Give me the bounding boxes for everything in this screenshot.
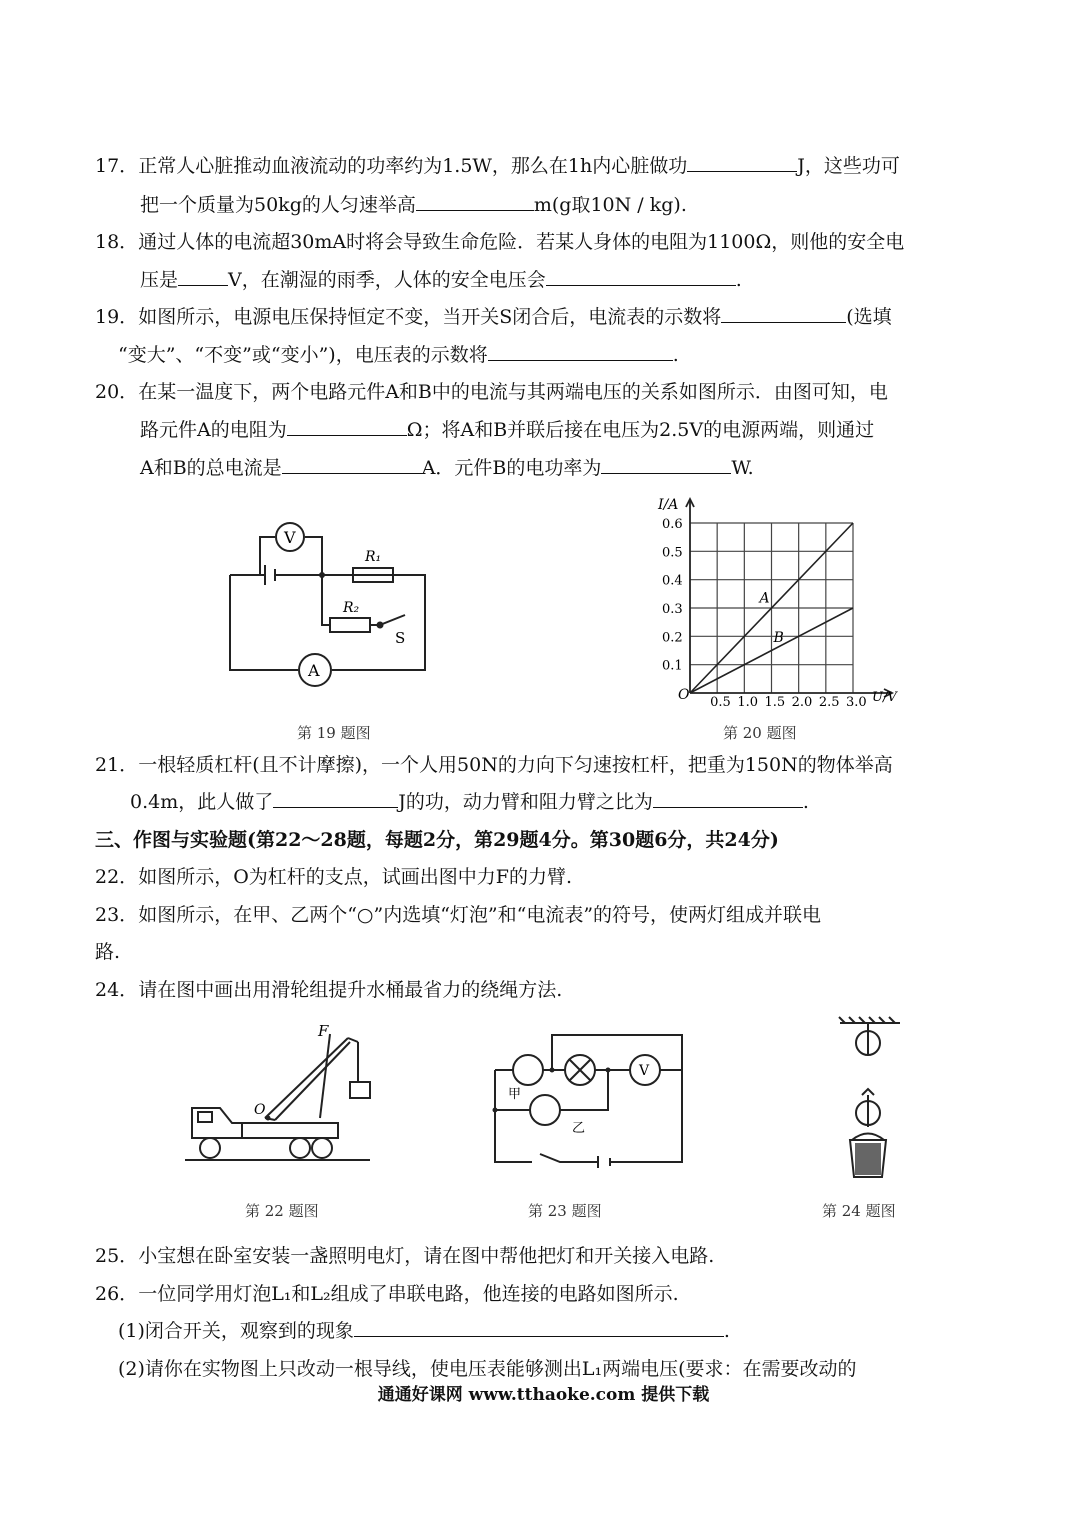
fig19-ammeter-label: A (308, 661, 320, 680)
q21-text-d: . (802, 791, 809, 813)
q21-number: 21． (95, 754, 139, 776)
q18-line1 (95, 229, 904, 255)
q26-text-a: 一位同学用灯泡L₁和L₂组成了串联电路，他连接的电路如图所示. (138, 1283, 679, 1305)
q23-line2 (95, 939, 120, 965)
q19-text-c: “变大”、“不变”或“变小”)，电压表的示数将 (118, 344, 488, 366)
q24-text: 请在图中画出用滑轮组提升水桶最省力的绕绳方法. (138, 979, 563, 1001)
fig19-switch-label: S (395, 629, 406, 647)
q25-line (95, 1243, 714, 1269)
q20-blank-1[interactable] (287, 417, 407, 436)
q20-text-d: A和B的总电流是 (140, 457, 282, 479)
page-footer: 通通好课网 www.tthaoke.com 提供下载 (377, 1385, 710, 1405)
fig19-r1-label: R₁ (365, 549, 382, 565)
q19-blank-1[interactable] (721, 304, 846, 323)
q19-line1 (95, 304, 892, 330)
fig19-circuit (220, 515, 440, 695)
q17-text-a: 正常人心脏推动血液流动的功率约为1.5W，那么在1h内心脏做功 (138, 155, 688, 177)
fig22-caption: 第 22 题图 (245, 1202, 319, 1220)
q23-line1 (95, 902, 821, 928)
fig20-xtick-0: 0.5 (710, 695, 731, 710)
fig20-origin: O (678, 687, 690, 703)
fig20-chart (640, 493, 920, 713)
q26-sub2-text: (2)请你在实物图上只改动一根导线，使电压表能够测出L₁两端电压(要求：在需要改动的 (118, 1358, 857, 1380)
q18-text-a: 通过人体的电流超30mA时将会导致生命危险．若某人身体的电阻为1100Ω，则他的安全电 (138, 231, 905, 253)
fig20-xtick-5: 3.0 (846, 695, 867, 710)
fig22-crane (180, 1020, 380, 1170)
q26-line1 (95, 1281, 679, 1307)
q24-number: 24． (95, 979, 139, 1001)
fig20-series-label-A: A (759, 590, 770, 607)
q17-text-b: J，这些功可 (797, 155, 900, 177)
q21-text-a: 一根轻质杠杆(且不计摩擦)，一个人用50N的力向下匀速按杠杆，把重为150N的物体举高 (138, 754, 893, 776)
q26-line2 (118, 1318, 730, 1344)
q17-text-c: 把一个质量为50kg的人匀速举高 (140, 194, 416, 216)
q25-text: 小宝想在卧室安装一盏照明电灯，请在图中帮他把灯和开关接入电路. (138, 1245, 715, 1267)
fig24-pulleys (830, 1015, 910, 1185)
fig23-caption: 第 23 题图 (528, 1202, 602, 1220)
q22-text: 如图所示，O为杠杆的支点，试画出图中力F的力臂. (138, 866, 572, 888)
q17-text-d: m(g取10N / kg). (533, 194, 687, 216)
fig20-xtick-3: 2.0 (791, 695, 813, 710)
q26-line3 (118, 1356, 857, 1382)
q18-blank-2[interactable] (546, 267, 736, 286)
fig19-caption: 第 19 题图 (297, 724, 371, 742)
q17-blank-1[interactable] (687, 153, 797, 172)
fig22-force-label: F (318, 1022, 329, 1040)
fig24-caption: 第 24 题图 (822, 1202, 896, 1220)
q20-blank-2[interactable] (282, 455, 422, 474)
fig20-series-label-B: B (773, 630, 784, 646)
fig22-pivot-label: O (254, 1102, 266, 1118)
q21-blank-2[interactable] (653, 789, 803, 808)
q17-blank-2[interactable] (416, 192, 534, 211)
q24-line (95, 977, 562, 1003)
fig20-caption: 第 20 题图 (723, 724, 797, 742)
q23-text-b: 路. (95, 941, 121, 963)
fig20-ytick-0: 0.1 (662, 658, 683, 674)
q20-text-b: 路元件A的电阻为 (140, 419, 287, 441)
q18-line2 (140, 267, 742, 293)
q21-text-c: J的功，动力臂和阻力臂之比为 (398, 791, 653, 813)
fig20-xtick-2: 1.5 (764, 695, 786, 710)
fig23-jia-label: 甲 (508, 1087, 522, 1102)
q20-text-e: A．元件B的电功率为 (421, 457, 602, 479)
fig19-voltmeter-label: V (284, 528, 296, 547)
fig20-xtick-1: 1.0 (737, 695, 759, 710)
q18-blank-1[interactable] (178, 267, 228, 286)
q21-blank-1[interactable] (273, 789, 398, 808)
fig20-ytick-4: 0.5 (662, 545, 683, 561)
fig20-xlabel: U/V (872, 690, 897, 705)
q20-text-c: Ω；将A和B并联后接在电压为2.5V的电源两端，则通过 (406, 419, 875, 441)
fig23-yi-label: 乙 (572, 1121, 586, 1136)
q20-line2 (140, 417, 874, 443)
q21-line2 (130, 789, 809, 815)
fig20-xtick-4: 2.5 (818, 695, 840, 710)
q19-blank-2[interactable] (488, 342, 673, 361)
fig20-ytick-1: 0.2 (662, 630, 683, 646)
q26-sub1-text: (1)闭合开关，观察到的现象 (118, 1320, 354, 1342)
q19-line2 (118, 342, 679, 368)
q20-line1 (95, 379, 888, 405)
fig23-circuit (490, 1030, 690, 1170)
section-3-heading: 三、作图与实验题(第22～28题，每题2分，第29题4分。第30题6分，共24分) (95, 829, 779, 851)
q22-line (95, 864, 572, 890)
q21-line1 (95, 752, 893, 778)
q18-text-d: . (735, 269, 742, 291)
q23-number: 23． (95, 904, 139, 926)
q20-line3 (140, 455, 754, 481)
fig20-ytick-2: 0.3 (662, 602, 683, 617)
fig20-ytick-5: 0.6 (662, 517, 683, 532)
q18-number: 18． (95, 231, 139, 253)
q25-number: 25． (95, 1245, 139, 1267)
q20-text-a: 在某一温度下，两个电路元件A和B中的电流与其两端电压的关系如图所示．由图可知，电 (138, 381, 888, 403)
q17-line1 (95, 153, 900, 179)
q20-text-f: W. (731, 457, 754, 479)
q22-number: 22． (95, 866, 139, 888)
q26-number: 26． (95, 1283, 139, 1305)
q19-number: 19． (95, 306, 139, 328)
q20-number: 20． (95, 381, 139, 403)
q18-text-b: 压是 (140, 269, 179, 291)
fig20-ylabel: I/A (658, 497, 679, 513)
q20-blank-3[interactable] (601, 455, 731, 474)
q26-blank-1[interactable] (354, 1318, 724, 1337)
q19-text-b: (选填 (846, 306, 892, 328)
q17-number: 17． (95, 155, 139, 177)
fig19-r2-label: R₂ (343, 600, 360, 616)
q18-text-c: V，在潮湿的雨季，人体的安全电压会 (228, 269, 546, 291)
fig20-ytick-3: 0.4 (662, 573, 683, 589)
q26-sub1-end: . (723, 1320, 730, 1342)
q19-text-a: 如图所示，电源电压保持恒定不变，当开关S闭合后，电流表的示数将 (138, 306, 722, 328)
q21-text-b: 0.4m，此人做了 (130, 791, 274, 813)
fig23-voltmeter-label: V (639, 1063, 650, 1079)
q23-text-a: 如图所示，在甲、乙两个“○”内选填“灯泡”和“电流表”的符号，使两灯组成并联电 (138, 904, 822, 926)
q19-text-d: . (672, 344, 679, 366)
q17-line2 (140, 192, 687, 218)
